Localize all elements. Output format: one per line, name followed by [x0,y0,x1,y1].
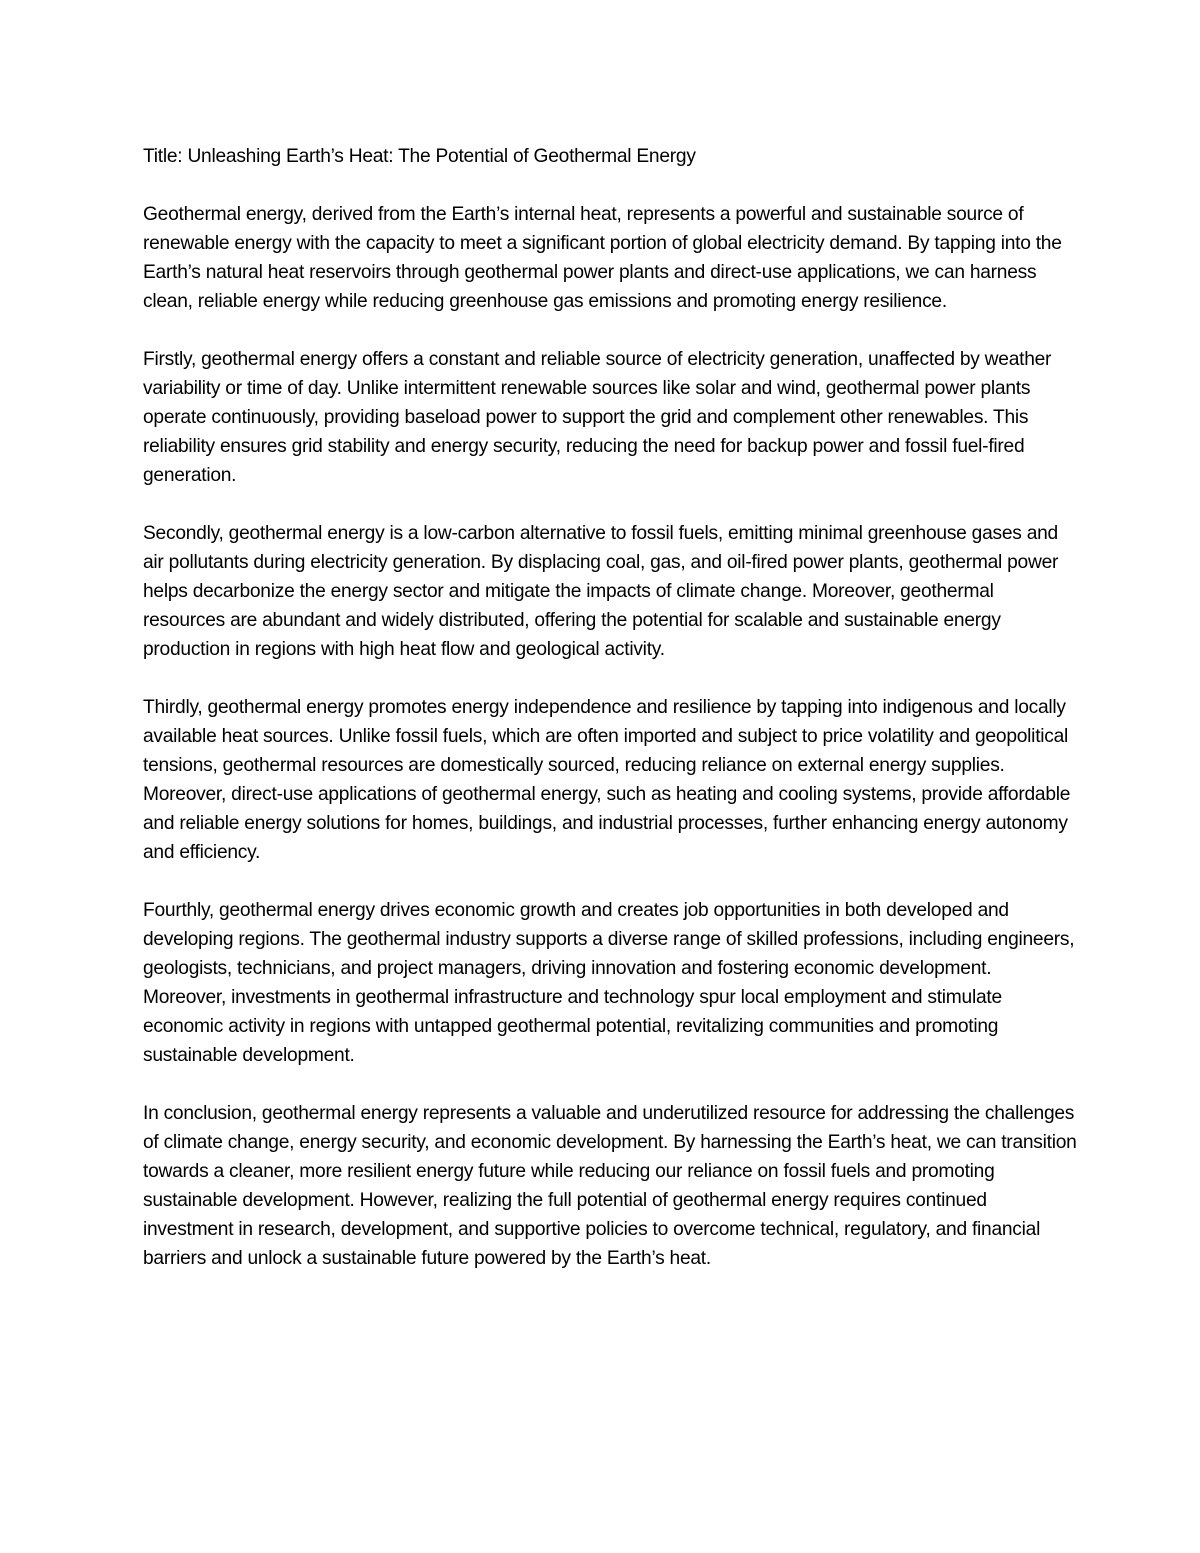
paragraph-conclusion: In conclusion, geothermal energy represents a valuable and underutilized resource for addressing the challenges of climate change, energy security, and economic development. By harnessing the Earth’s heat, we can transition towards a cleaner, more resilient energy future while reducing our reliance on fossil fuels and promoting sustainable development. However, realizing the full potential of geothermal energy requires continued investment in research, development, and supportive policies to overcome technical, regulatory, and financial barriers and unlock a sustainable future powered by the Earth’s heat. [143,1103,1077,1269]
paragraph-introduction: Geothermal energy, derived from the Earth’s internal heat, represents a powerful and sustainable source of renewable energy with the capacity to meet a significant portion of global electricity demand. By tapping into the Earth’s natural heat reservoirs through geothermal power plants and direct-use applications, we can harness clean, reliable energy while reducing greenhouse gas emissions and promoting energy resilience. [143,204,1062,312]
paragraph-secondly: Secondly, geothermal energy is a low-carbon alternative to fossil fuels, emitting minimal greenhouse gases and air pollutants during electricity generation. By displacing coal, gas, and oil-fired power plants, geothermal power helps decarbonize the energy sector and mitigate the impacts of climate change. Moreover, geothermal resources are abundant and widely distributed, offering the potential for scalable and sustainable energy production in regions with high heat flow and geological activity. [143,523,1059,660]
document-body [143,142,1078,1273]
paragraph-thirdly: Thirdly, geothermal energy promotes energy independence and resilience by tapping into indigenous and locally available heat sources. Unlike fossil fuels, which are often imported and subject to price volatility and geopolitical tensions, geothermal resources are domestically sourced, reducing reliance on external energy supplies. Moreover, direct-use applications of geothermal energy, such as heating and cooling systems, provide affordable and reliable energy solutions for homes, buildings, and industrial processes, further enhancing energy autonomy and efficiency. [143,697,1071,863]
document-title: Title: Unleashing Earth’s Heat: The Potential of Geothermal Energy [143,146,696,167]
paragraph-fourthly: Fourthly, geothermal energy drives economic growth and creates job opportunities in both developed and developing regions. The geothermal industry supports a diverse range of skilled professions, including engineers, geologists, technicians, and project managers, driving innovation and fostering economic development. Moreover, investments in geothermal infrastructure and technology spur local employment and stimulate economic activity in regions with untapped geothermal potential, revitalizing communities and promoting sustainable development. [143,900,1075,1066]
paragraph-firstly: Firstly, geothermal energy offers a constant and reliable source of electricity generation, unaffected by weather variability or time of day. Unlike intermittent renewable sources like solar and wind, geothermal power plants operate continuously, providing baseload power to support the grid and complement other renewables. This reliability ensures grid stability and energy security, reducing the need for backup power and fossil fuel-fired generation. [143,349,1052,486]
